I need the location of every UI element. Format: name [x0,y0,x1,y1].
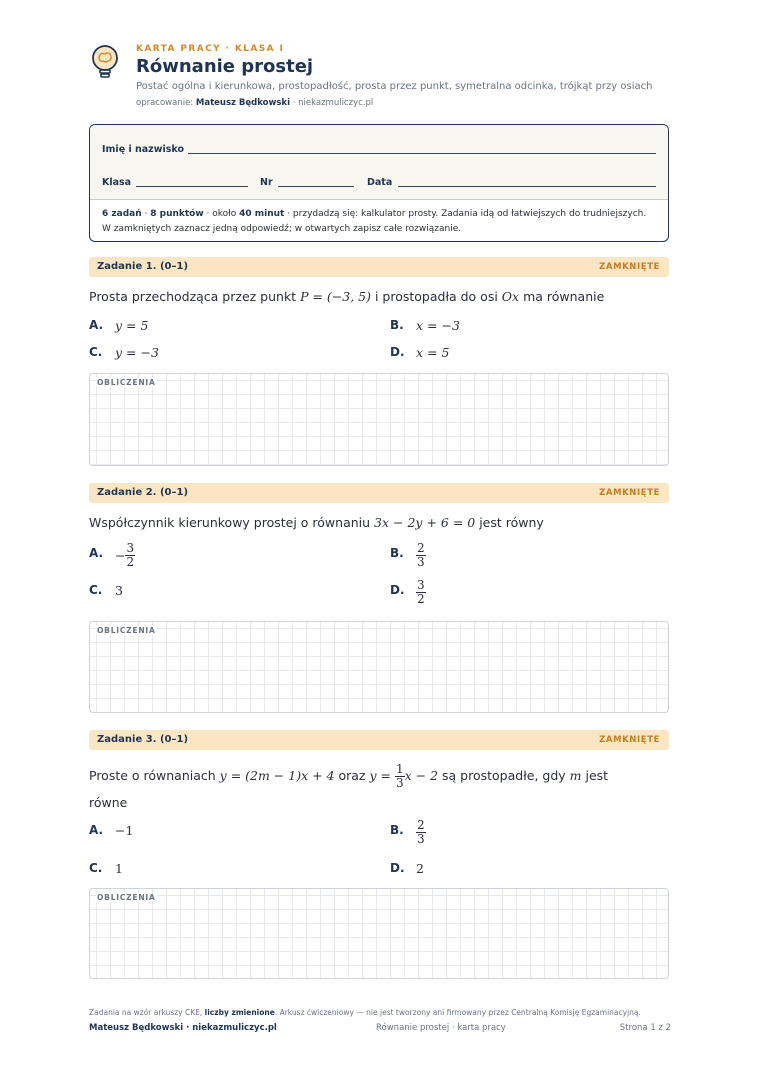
task-1-question-mid: i prostopadła do osi [370,289,502,304]
task-2-question [89,515,544,530]
lightbulb-brain-icon [89,44,121,80]
info-separator: · [141,209,151,219]
option-letter: A. [89,318,104,332]
task-2-calculation-area[interactable] [89,621,669,713]
option-value: 1 [115,861,123,876]
task-2-question-text: Współczynnik kierunkowy prostej o równaniu [89,515,375,530]
task-3-question-mid-2: są prostopadłe, gdy [438,768,570,783]
option-fraction [416,542,426,569]
disclaimer-start: Zadania na wzór arkuszy CKE, [89,1008,205,1017]
page-number: Strona 1 z 2 [619,1023,671,1033]
info-time-prefix: · około [203,209,240,219]
option-value [416,579,426,606]
task-1-axis: Ox [501,289,520,304]
date-field[interactable] [398,186,656,187]
task-count: 6 zadań [102,209,142,219]
option-value [416,819,426,846]
task-3-fraction [395,763,405,790]
footer-author: Mateusz Będkowski · niekazmuliczyc.pl [89,1023,277,1033]
fraction-denominator: 3 [417,832,425,846]
option-letter: C. [89,583,103,597]
task-3-question-text: Proste o równaniach [89,768,220,783]
task-2-header [89,483,669,503]
student-fields [90,125,668,200]
option-letter: B. [390,318,404,332]
page-subtitle: Postać ogólna i kierunkowa, prostopadłość, prosta przez punkt, symetralna odcinka, trójkąt przy osiach [136,81,653,92]
option-value: x = −3 [416,318,460,333]
fraction-numerator: 2 [417,541,425,555]
nr-field[interactable] [278,186,354,187]
disclaimer-end: . Arkusz ćwiczeniowy — nie jest tworzony ani firmowany przez Centralną Komisję Egzaminacyjną. [274,1008,641,1017]
option-letter: A. [89,546,104,560]
task-3-question-mid: oraz [334,768,370,783]
task-1-question [89,289,604,304]
task-3-equation-2-start: y = [369,768,395,783]
task-3-question [89,759,608,793]
task-1-header [89,257,669,277]
calculation-label: OBLICZENIA [97,893,156,902]
calculation-label: OBLICZENIA [97,378,156,387]
fraction-numerator: 3 [417,578,425,592]
option-letter: D. [390,583,405,597]
task-1-type: ZAMKNIĘTE [599,262,660,272]
option-letter: B. [390,546,404,560]
fraction-denominator: 2 [417,592,425,606]
footer-disclaimer [89,1008,641,1017]
task-1-title: Zadanie 1. (0–1) [97,261,189,272]
fraction-numerator: 1 [395,762,404,776]
task-3-equation-2-end: x − 2 [404,768,439,783]
student-info-box [89,124,669,242]
fraction-numerator: 2 [417,818,425,832]
fraction-denominator: 3 [395,776,404,790]
fraction-denominator: 2 [126,555,135,569]
task-1-question-text: Prosta przechodząca przez punkt [89,289,301,304]
task-3-calculation-area[interactable] [89,888,669,979]
name-field[interactable] [188,153,656,154]
option-fraction [125,542,135,569]
date-label: Data [367,177,393,188]
info-instructions: · przydadzą się: kalkulator prosty. Zadania idą od łatwiejszych do trudniejszych. W zamkniętych zaznacz jedną odpowiedź; w otwartych zapisz całe rozwiązanie. [102,209,647,234]
option-letter: A. [89,823,104,837]
option-value [115,542,135,569]
name-label: Imię i nazwisko [102,144,184,155]
task-3-equation-1: y = (2m − 1)x + 4 [219,768,335,783]
class-field[interactable] [136,186,248,187]
task-2-title: Zadanie 2. (0–1) [97,487,189,498]
option-value: x = 5 [416,345,450,360]
option-letter: D. [390,861,405,875]
task-2-question-end: jest równy [475,515,544,530]
author-prefix: opracowanie: [136,98,196,108]
option-value: y = −3 [115,345,159,360]
disclaimer-bold: liczby zmienione [204,1008,275,1017]
option-value: y = 5 [115,318,149,333]
option-sign: − [115,548,126,563]
worksheet-kicker: KARTA PRACY · KLASA I [136,44,285,54]
author-line [136,98,373,108]
task-3-type: ZAMKNIĘTE [599,735,660,745]
option-value [416,542,426,569]
task-3-header [89,730,669,750]
option-letter: C. [89,861,103,875]
task-2-equation: 3x − 2y + 6 = 0 [374,515,476,530]
author-name: Mateusz Będkowski [195,98,291,108]
option-fraction [416,819,426,846]
option-letter: B. [390,823,404,837]
task-1-calculation-area[interactable] [89,373,669,466]
task-1-question-end: ma równanie [519,289,605,304]
option-value: −1 [115,823,134,838]
task-3-question-end: jest [581,768,609,783]
fraction-denominator: 3 [417,555,425,569]
points-count: 8 punktów [150,209,204,219]
calculation-label: OBLICZENIA [97,626,156,635]
class-label: Klasa [102,177,132,188]
option-letter: D. [390,345,405,359]
option-fraction [416,579,426,606]
footer-title: Równanie prostej · karta pracy [376,1023,506,1033]
fraction-numerator: 3 [126,541,135,555]
worksheet-info [102,207,657,237]
task-2-type: ZAMKNIĘTE [599,488,660,498]
task-3-parameter: m [569,768,582,783]
task-3-title: Zadanie 3. (0–1) [97,734,189,745]
option-value: 2 [416,861,424,876]
nr-label: Nr [260,177,273,188]
author-site: · niekazmuliczyc.pl [290,98,374,108]
option-letter: C. [89,345,103,359]
option-value: 3 [115,583,123,598]
page-title: Równanie prostej [136,56,314,77]
task-3-question-line-2: równe [89,795,128,810]
task-1-point: P = (−3, 5) [300,289,371,304]
time-estimate: 40 minut [239,209,285,219]
